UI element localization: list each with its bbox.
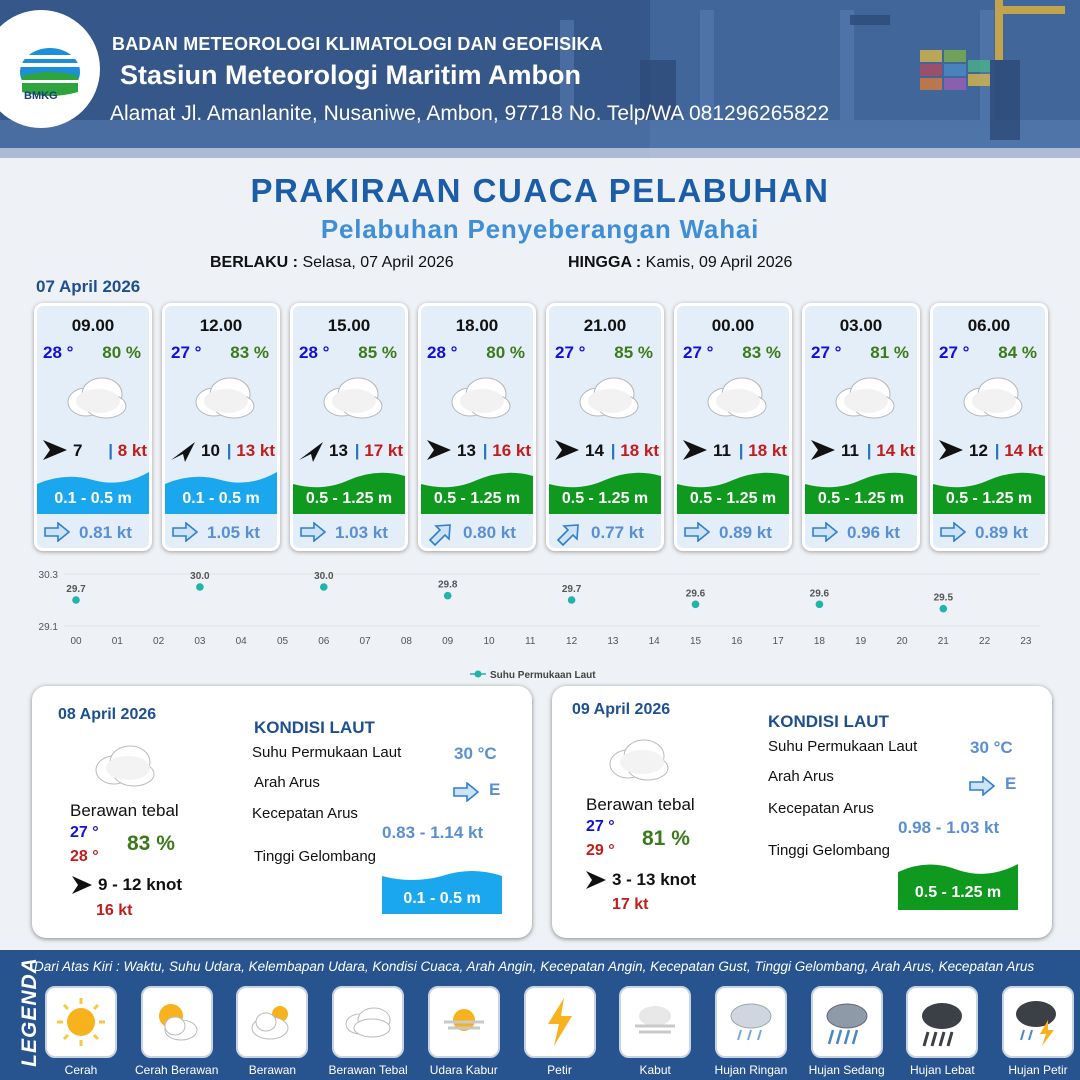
current-direction-label: Arah Arus	[768, 768, 834, 785]
sst-value: 30 °C	[454, 744, 497, 763]
wind-speed: 13	[457, 441, 476, 460]
air-temperature: 27 °	[939, 343, 970, 362]
current-speed: 0.89 kt	[975, 523, 1028, 542]
current-row	[171, 520, 275, 546]
legend-item	[1002, 986, 1074, 1058]
legend-item-label: Hujan Lebat	[909, 1063, 975, 1077]
wave-height: 0.5 - 1.25 m	[689, 490, 777, 507]
wind-arrow-icon	[171, 440, 197, 467]
station-name: Stasiun Meteorologi Maritim Ambon	[120, 60, 582, 90]
wind-arrow-icon	[72, 876, 92, 899]
data-label: 29.5	[933, 592, 954, 604]
x-tick-label: 06	[318, 636, 330, 647]
valid-from-value: Selasa, 07 April 2026	[302, 254, 454, 271]
cloud-icon	[606, 736, 670, 787]
wind-arrow-icon	[683, 440, 709, 465]
temp-max: 29 °	[586, 842, 615, 859]
wind-row	[169, 440, 277, 462]
wind-speed: 9 - 12 knot	[98, 875, 183, 894]
data-point	[816, 601, 824, 609]
legend-item-label: Hujan Ringan	[714, 1063, 788, 1077]
day1-date: 07 April 2026	[36, 277, 141, 296]
current-arrow-icon	[43, 522, 71, 547]
x-tick-label: 22	[979, 636, 991, 647]
data-label: 29.8	[437, 579, 458, 591]
current-direction-value: E	[489, 780, 501, 799]
wind-row	[681, 440, 789, 462]
data-point	[444, 592, 452, 600]
forecast-card	[290, 303, 408, 551]
x-tick-label: 20	[896, 636, 908, 647]
valid-to-value: Kamis, 09 April 2026	[645, 254, 793, 271]
temp-min: 27 °	[586, 818, 615, 835]
legend-item	[715, 986, 787, 1058]
current-speed-label: Kecepatan Arus	[768, 800, 874, 817]
data-point	[320, 583, 328, 591]
current-row	[555, 520, 659, 546]
x-tick-label: 03	[194, 636, 206, 647]
page-subtitle: Pelabuhan Penyeberangan Wahai	[320, 214, 760, 244]
current-arrow-icon	[968, 776, 996, 801]
x-tick-label: 07	[359, 636, 371, 647]
current-row	[939, 520, 1043, 546]
wind-row	[41, 440, 149, 462]
forecast-time: 12.00	[199, 316, 243, 335]
wind-speed: 11	[841, 441, 859, 460]
humidity: 83 %	[230, 343, 269, 362]
wind-arrow-icon	[586, 871, 606, 894]
lightning-icon	[532, 994, 588, 1055]
forecast-time: 06.00	[967, 316, 1011, 335]
weather-condition: Berawan tebal	[586, 795, 695, 814]
legend-item-label: Cerah Berawan	[134, 1063, 219, 1077]
page-title: PRAKIRAAN CUACA PELABUHAN	[250, 172, 830, 209]
data-label: 30.0	[314, 571, 334, 582]
data-label: 29.7	[561, 584, 582, 595]
day-panel-1	[32, 686, 532, 938]
legend-description: Dari Atas Kiri : Waktu, Suhu Udara, Kelembapan Udara, Kondisi Cuaca, Arah Angin, Kecepatan Angin, Kecepatan Gust, Tinggi Gelombang, Arah Arus, Kecepatan Arus	[34, 959, 1035, 974]
data-label: 29.7	[66, 584, 86, 595]
x-tick-label: 10	[483, 636, 495, 647]
wave-label: Tinggi Gelombang	[768, 842, 891, 859]
current-arrow-icon	[939, 522, 967, 547]
forecast-card	[802, 303, 920, 551]
humidity: 81 %	[870, 343, 909, 362]
legend-item-label: Petir	[547, 1063, 572, 1077]
data-point	[72, 596, 80, 604]
sun-icon	[53, 994, 109, 1055]
current-speed-value: 0.98 - 1.03 kt	[898, 818, 1000, 837]
air-temperature: 28 °	[427, 343, 458, 362]
day-date: 08 April 2026	[58, 706, 157, 723]
cloud-icon	[448, 374, 512, 425]
wave-value: 0.5 - 1.25 m	[914, 884, 1002, 901]
wave-height: 0.1 - 0.5 m	[54, 490, 132, 507]
wind-speed: 14	[585, 441, 604, 460]
header-banner	[0, 0, 1080, 158]
wave-height: 0.5 - 1.25 m	[305, 490, 393, 507]
forecast-time: 09.00	[71, 316, 115, 335]
humidity: 83 %	[127, 832, 175, 855]
temp-max: 28 °	[70, 848, 99, 865]
legend-title: LEGENDA	[18, 957, 41, 1067]
wind-arrow-icon	[811, 440, 837, 465]
logo-label: BMKG	[24, 90, 58, 102]
current-arrow-icon	[811, 522, 839, 547]
wind-row	[809, 440, 917, 462]
station-address: Alamat Jl. Amanlanite, Nusaniwe, Ambon, 97718 No. Telp/WA 081296265822	[110, 102, 830, 125]
wave-height: 0.5 - 1.25 m	[433, 490, 521, 507]
gust-speed: | 18 kt	[610, 441, 659, 460]
day-panel-2	[552, 686, 1052, 938]
current-arrow-icon	[452, 782, 480, 807]
sea-condition-title: KONDISI LAUT	[254, 718, 375, 737]
humidity: 80 %	[102, 343, 141, 362]
weather-condition: Berawan tebal	[70, 801, 179, 820]
air-temperature: 28 °	[299, 343, 330, 362]
gust-value: 18 kt	[748, 441, 787, 460]
valid-from-label: BERLAKU :	[210, 254, 298, 271]
x-tick-label: 13	[607, 636, 619, 647]
thunderstorm-icon	[1010, 994, 1066, 1055]
legend-item	[141, 986, 213, 1058]
x-tick-label: 08	[400, 636, 412, 647]
valid-to-label: HINGGA :	[568, 254, 642, 271]
humidity: 81 %	[642, 827, 690, 850]
gust-speed: | 8 kt	[108, 441, 147, 460]
current-speed: 0.89 kt	[719, 523, 772, 542]
wind-row	[425, 440, 533, 462]
x-tick-label: 14	[648, 636, 660, 647]
gust-speed: | 13 kt	[226, 441, 275, 460]
legend-item	[45, 986, 117, 1058]
current-arrow-icon	[171, 522, 199, 547]
current-arrow-icon	[299, 522, 327, 547]
current-row	[299, 520, 403, 546]
x-tick-label: 09	[442, 636, 454, 647]
sun-cloud-icon	[149, 994, 205, 1055]
gust-speed: | 18 kt	[738, 441, 787, 460]
x-tick-label: 02	[153, 636, 165, 647]
air-temperature: 27 °	[811, 343, 842, 362]
forecast-card	[34, 303, 152, 551]
x-tick-label: 05	[276, 636, 289, 647]
current-arrow-icon	[683, 522, 711, 547]
legend-item	[524, 986, 596, 1058]
current-direction-value: E	[1005, 774, 1017, 793]
x-tick-label: 00	[70, 636, 82, 647]
current-speed-value: 0.83 - 1.14 kt	[382, 823, 484, 842]
data-point	[940, 605, 948, 613]
organization-name: BADAN METEOROLOGI KLIMATOLOGI DAN GEOFISIKA	[112, 34, 603, 54]
humidity: 84 %	[998, 343, 1037, 362]
valid-to	[568, 254, 792, 272]
wind-row	[553, 440, 661, 462]
thick-cloud-icon	[340, 994, 396, 1055]
x-tick-label: 18	[813, 636, 825, 647]
legend-item	[906, 986, 978, 1058]
current-direction-label: Arah Arus	[254, 774, 320, 791]
current-row	[811, 520, 915, 546]
air-temperature: 27 °	[171, 343, 202, 362]
y-tick-label: 29.1	[38, 622, 58, 633]
current-row	[427, 520, 531, 546]
cloud-icon	[576, 374, 640, 425]
data-label: 29.6	[809, 588, 830, 600]
wind-speed: 12	[969, 441, 988, 460]
data-point	[196, 583, 204, 591]
wave-value: 0.1 - 0.5 m	[403, 890, 481, 907]
wave-height: 0.1 - 0.5 m	[182, 490, 260, 507]
bmkg-logo	[0, 10, 100, 128]
current-row	[43, 520, 147, 546]
gust-speed: 17 kt	[612, 896, 649, 913]
wave-label: Tinggi Gelombang	[254, 848, 377, 865]
legend-item	[428, 986, 500, 1058]
current-speed: 0.96 kt	[847, 523, 900, 542]
humidity: 83 %	[742, 343, 781, 362]
data-label: 30.0	[190, 571, 210, 582]
x-tick-label: 19	[855, 636, 867, 647]
cloud-icon	[320, 374, 384, 425]
wave-height: 0.5 - 1.25 m	[817, 490, 905, 507]
current-speed: 1.03 kt	[335, 523, 388, 542]
cloud-icon	[832, 374, 896, 425]
x-tick-label: 23	[1020, 636, 1032, 647]
legend-item-label: Udara Kabur	[429, 1063, 498, 1077]
x-tick-label: 21	[937, 636, 949, 647]
gust-value: 14 kt	[876, 441, 915, 460]
gust-speed: | 17 kt	[354, 441, 403, 460]
cloud-icon	[244, 994, 300, 1055]
current-speed: 0.80 kt	[463, 523, 516, 542]
forecast-card	[418, 303, 536, 551]
wind-row	[297, 440, 405, 462]
forecast-time: 00.00	[711, 316, 755, 335]
wind-speed: 10	[201, 441, 220, 460]
cloud-icon	[704, 374, 768, 425]
legend-item-label: Hujan Petir	[1008, 1063, 1068, 1077]
forecast-card	[546, 303, 664, 551]
air-temperature: 27 °	[555, 343, 586, 362]
gust-value: 14 kt	[1004, 441, 1043, 460]
gust-value: 13 kt	[236, 441, 275, 460]
wind-arrow-icon	[299, 440, 325, 467]
sea-surface-temperature-chart	[30, 562, 1050, 682]
gust-value: 17 kt	[364, 441, 403, 460]
legend-marker	[475, 671, 482, 678]
wind-speed: 13	[329, 441, 348, 460]
forecast-time: 18.00	[455, 316, 499, 335]
cloud-icon	[960, 374, 1024, 425]
forecast-time: 21.00	[583, 316, 627, 335]
haze-icon	[436, 994, 492, 1055]
sst-label: Suhu Permukaan Laut	[768, 738, 918, 755]
current-row	[683, 520, 787, 546]
x-tick-label: 11	[525, 636, 536, 647]
cloud-icon	[64, 374, 128, 425]
forecast-card	[162, 303, 280, 551]
moderate-rain-icon	[819, 994, 875, 1055]
y-tick-label: 30.3	[38, 570, 58, 581]
light-rain-icon	[723, 994, 779, 1055]
sst-label: Suhu Permukaan Laut	[252, 744, 402, 761]
x-tick-label: 15	[689, 636, 702, 647]
x-tick-label: 01	[111, 636, 123, 647]
x-tick-label: 16	[731, 636, 743, 647]
data-point	[692, 601, 700, 609]
humidity: 85 %	[614, 343, 653, 362]
wind-arrow-icon	[43, 440, 69, 465]
legend-item-label: Berawan	[248, 1063, 297, 1077]
wave-height: 0.5 - 1.25 m	[561, 490, 649, 507]
current-arrow-icon	[427, 522, 453, 548]
legend-item	[236, 986, 308, 1058]
current-speed: 1.05 kt	[207, 523, 260, 542]
gust-speed: | 16 kt	[482, 441, 531, 460]
air-temperature: 28 °	[43, 343, 74, 362]
sea-condition-title: KONDISI LAUT	[768, 712, 889, 731]
current-speed-label: Kecepatan Arus	[252, 805, 358, 822]
legend-item	[332, 986, 404, 1058]
wind-arrow-icon	[555, 440, 581, 465]
current-speed: 0.81 kt	[79, 523, 132, 542]
forecast-time: 15.00	[327, 316, 371, 335]
legend-item	[811, 986, 883, 1058]
x-tick-label: 17	[772, 636, 784, 647]
gust-speed: 16 kt	[96, 902, 133, 919]
forecast-card	[930, 303, 1048, 551]
temp-min: 27 °	[70, 824, 99, 841]
valid-from	[210, 254, 454, 272]
heavy-rain-icon	[914, 994, 970, 1055]
current-speed: 0.77 kt	[591, 523, 644, 542]
legend-item-label: Berawan Tebal	[328, 1063, 408, 1077]
legend-item	[619, 986, 691, 1058]
legend-item-label: Hujan Sedang	[808, 1063, 885, 1077]
legend-item-label: Cerah	[64, 1063, 98, 1077]
wind-speed: 3 - 13 knot	[612, 870, 697, 889]
humidity: 85 %	[358, 343, 397, 362]
wind-speed: 11	[713, 441, 731, 460]
day-date: 09 April 2026	[572, 701, 671, 718]
wind-speed: 7	[73, 441, 83, 460]
legend-item-label: Kabut	[639, 1063, 671, 1077]
data-label: 29.6	[685, 588, 706, 600]
forecast-time: 03.00	[839, 316, 883, 335]
data-point	[568, 596, 576, 604]
legend-label: Suhu Permukaan Laut	[490, 670, 596, 681]
wind-arrow-icon	[939, 440, 965, 465]
wave-height: 0.5 - 1.25 m	[945, 490, 1033, 507]
cloud-icon	[192, 374, 256, 425]
x-tick-label: 04	[235, 636, 247, 647]
forecast-card	[674, 303, 792, 551]
air-temperature: 27 °	[683, 343, 714, 362]
wind-row	[937, 440, 1045, 462]
wind-arrow-icon	[427, 440, 453, 465]
gust-speed: | 14 kt	[866, 441, 915, 460]
current-arrow-icon	[555, 522, 581, 548]
cloud-icon	[92, 742, 156, 793]
gust-value: 16 kt	[492, 441, 531, 460]
x-tick-label: 12	[566, 636, 578, 647]
sst-value: 30 °C	[970, 738, 1013, 757]
humidity: 80 %	[486, 343, 525, 362]
gust-speed: | 14 kt	[994, 441, 1043, 460]
gust-value: 8 kt	[117, 441, 147, 460]
gust-value: 18 kt	[620, 441, 659, 460]
fog-icon	[627, 994, 683, 1055]
